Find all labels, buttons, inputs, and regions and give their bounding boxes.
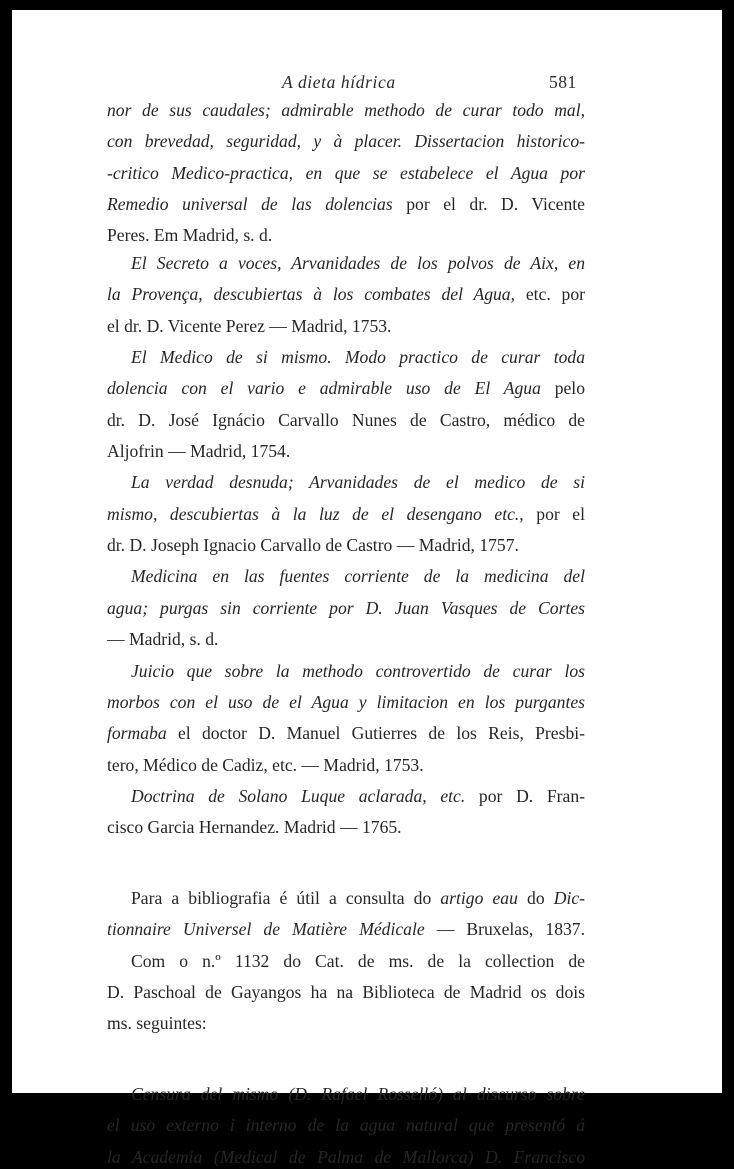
page-number: 581 (549, 72, 577, 92)
text-line: el uso externo i interno de la agua natural que presentó á (107, 1115, 585, 1136)
text-line: dr. D. José Ignácio Carvallo Nunes de Castro, médico de (107, 409, 585, 430)
text-line: La verdad desnuda; Arvanidades de el medico de si (131, 472, 585, 493)
text-line: Remedio universal de las dolencias por el dr. D. Vicente (107, 194, 585, 215)
text-line: tero, Médico de Cadiz, etc. — Madrid, 1753. (107, 754, 424, 775)
text-line: la Provença, descubiertas à los combates del Agua, etc. por (107, 284, 585, 305)
text-line: Medicina en las fuentes corriente de la medicina del (131, 566, 585, 587)
text-line: dolencia con el vario e admirable uso de El Agua pelo (107, 378, 585, 399)
text-line: cisco Garcia Hernandez. Madrid — 1765. (107, 817, 402, 838)
text-line: agua; purgas sin corriente por D. Juan Vasques de Cortes (107, 597, 585, 618)
running-header (12, 72, 722, 98)
text-line: D. Paschoal de Gayangos ha na Biblioteca de Madrid os dois (107, 982, 585, 1002)
text-line: El Medico de si mismo. Modo practico de curar toda (131, 346, 585, 367)
text-line: mismo, descubiertas à la luz de el desengano etc., por el (107, 503, 585, 524)
book-page (12, 10, 722, 1167)
text-line: Aljofrin — Madrid, 1754. (107, 441, 291, 462)
text-line: Doctrina de Solano Luque aclarada, etc. por D. Fran- (131, 786, 585, 806)
text-line: con brevedad, seguridad, y à placer. Dissertacion historico- (107, 131, 585, 152)
text-line: morbos con el uso de el Agua y limitacion en los purgantes (107, 691, 585, 712)
text-line: Com o n.º 1132 do Cat. de ms. de la collection de (131, 950, 585, 971)
text-line: Para a bibliografia é útil a consulta do artigo eau do Dic- (131, 887, 585, 908)
text-line: — Madrid, s. d. (107, 629, 219, 650)
running-title: A dieta hídrica (282, 72, 396, 92)
text-line: formaba el doctor D. Manuel Gutierres de los Reis, Presbi- (107, 723, 585, 744)
text-line: Peres. Em Madrid, s. d. (107, 225, 273, 246)
text-line: El Secreto a voces, Arvanidades de los polvos de Aix, en (131, 252, 585, 273)
text-line: Juicio que sobre la methodo controvertido de curar los (131, 660, 585, 681)
text-line: ms. seguintes: (107, 1013, 207, 1034)
text-line: la Academia (Medical de Palma de Mallorca) D. Francisco (107, 1146, 585, 1167)
text-line: el dr. D. Vicente Perez — Madrid, 1753. (107, 315, 392, 336)
text-line: Censura del mismo (D. Rafael Rosselló) al discurso sobre (131, 1083, 585, 1104)
text-line: dr. D. Joseph Ignacio Carvallo de Castro — Madrid, 1757. (107, 535, 519, 556)
text-line: nor de sus caudales; admirable methodo de curar todo mal, (107, 100, 585, 120)
text-line: -critico Medico-practica, en que se estabelece el Agua por (107, 162, 585, 183)
text-line: tionnaire Universel de Matière Médicale — Bruxelas, 1837. (107, 919, 585, 940)
